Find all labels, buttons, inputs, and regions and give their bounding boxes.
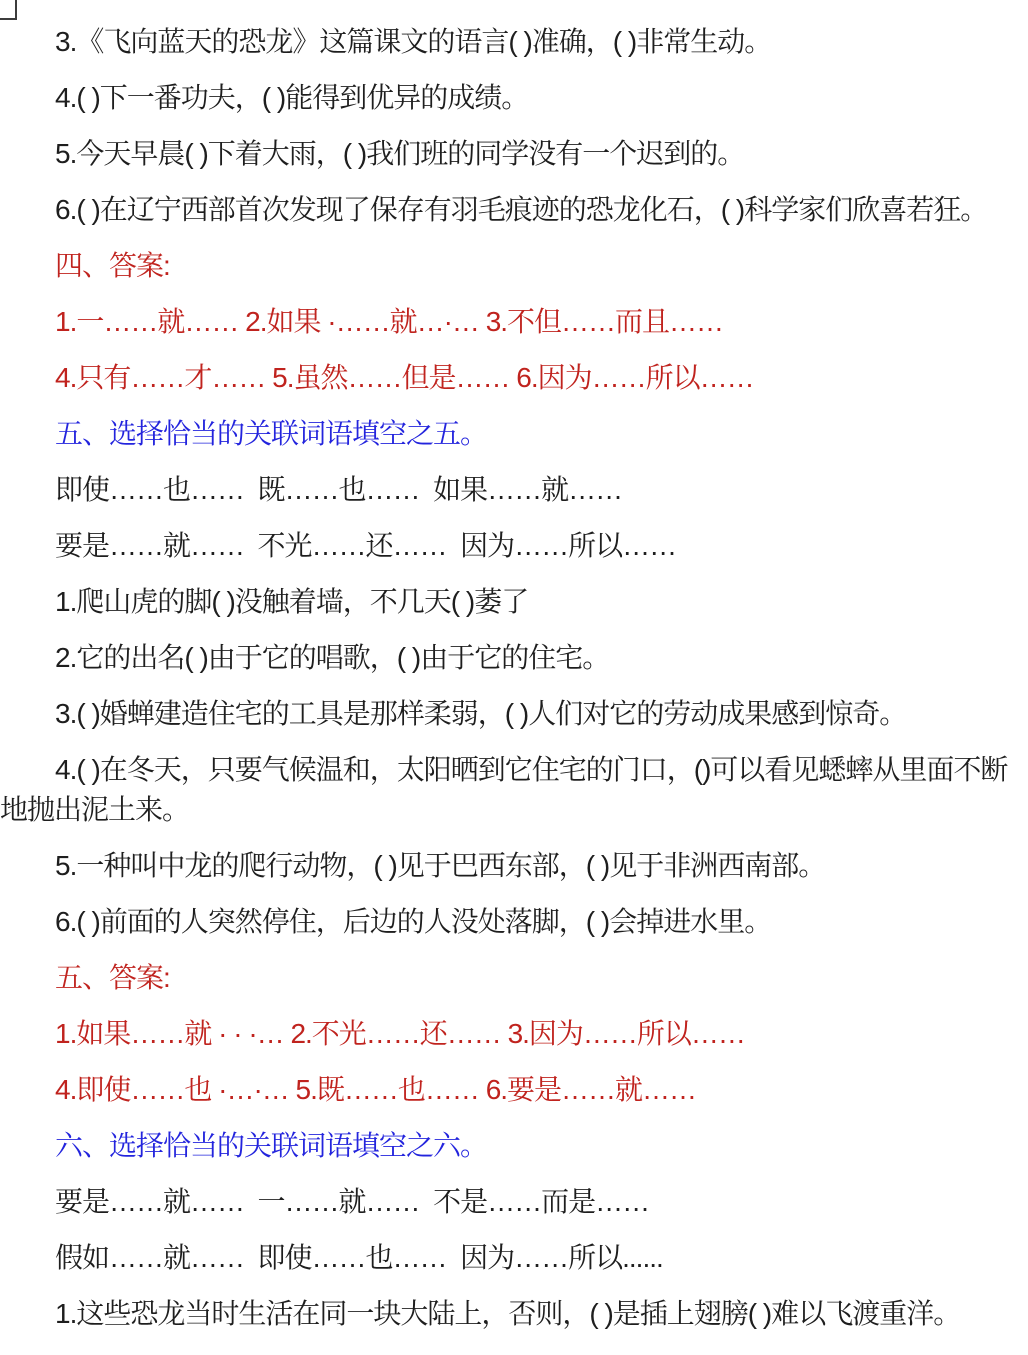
question-line-4-wrapped: 4.( )在冬天，只要气候温和，太阳晒到它住宅的门口，()可以看见蟋蟀从里面不断地抛出泥土来。 — [0, 754, 1008, 825]
question-line-3: 3.( )婚蝉建造住宅的工具是那样柔弱，( )人们对它的劳动成果感到惊奇。 — [55, 698, 907, 729]
conjunction-options-line: 要是……就…… 不光……还…… 因为……所以…… — [55, 530, 677, 561]
section-heading-five: 五、选择恰当的关联词语填空之五。 — [55, 418, 488, 449]
question-line-5: 5.今天早晨( )下着大雨，( )我们班的同学没有一个迟到的。 — [55, 138, 745, 169]
section-heading-six: 六、选择恰当的关联词语填空之六。 — [55, 1130, 488, 1161]
question-line-6: 6.( )前面的人突然停住，后边的人没处落脚，( )会掉进水里。 — [55, 906, 772, 937]
question-line-2: 2.它的出名( )由于它的唱歌，( )由于它的住宅。 — [55, 642, 610, 673]
question-line-1: 1.爬山虎的脚( )没触着墙，不几天( )萎了 — [55, 586, 529, 617]
page-corner-mark — [0, 0, 17, 20]
answers-heading-five: 五、答案: — [55, 962, 170, 993]
conjunction-options-line: 假如……就…… 即使……也…… 因为……所以...... — [55, 1242, 663, 1273]
question-line-4: 4.( )下一番功夫，( )能得到优异的成绩。 — [55, 82, 529, 113]
answers-line: 1.一……就…… 2.如果 ·……就…·… 3.不但……而且…… — [55, 306, 724, 337]
answers-line: 4.只有……才…… 5.虽然……但是…… 6.因为……所以…… — [55, 362, 754, 393]
conjunction-options-line: 要是……就…… 一……就…… 不是……而是…… — [55, 1186, 650, 1217]
question-line-5: 5.一种叫中龙的爬行动物，( )见于巴西东部，( )见于非洲西南部。 — [55, 850, 826, 881]
answers-line: 1.如果……就 · · ·… 2.不光……还…… 3.因为……所以…… — [55, 1018, 745, 1049]
conjunction-options-line: 即使……也…… 既……也…… 如果……就…… — [55, 474, 623, 505]
question-line-1: 1.这些恐龙当时生活在同一块大陆上，否则，( )是插上翅膀( )难以飞渡重洋。 — [55, 1298, 961, 1329]
question-line-6: 6.( )在辽宁西部首次发现了保存有羽毛痕迹的恐龙化石，( )科学家们欣喜若狂。 — [55, 194, 988, 225]
answers-line: 4.即使……也 ·…·… 5.既……也…… 6.要是……就…… — [55, 1074, 697, 1105]
question-line-3: 3.《飞向蓝天的恐龙》这篇课文的语言( )准确，( )非常生动。 — [55, 26, 772, 57]
answers-heading-four: 四、答案: — [55, 250, 170, 281]
